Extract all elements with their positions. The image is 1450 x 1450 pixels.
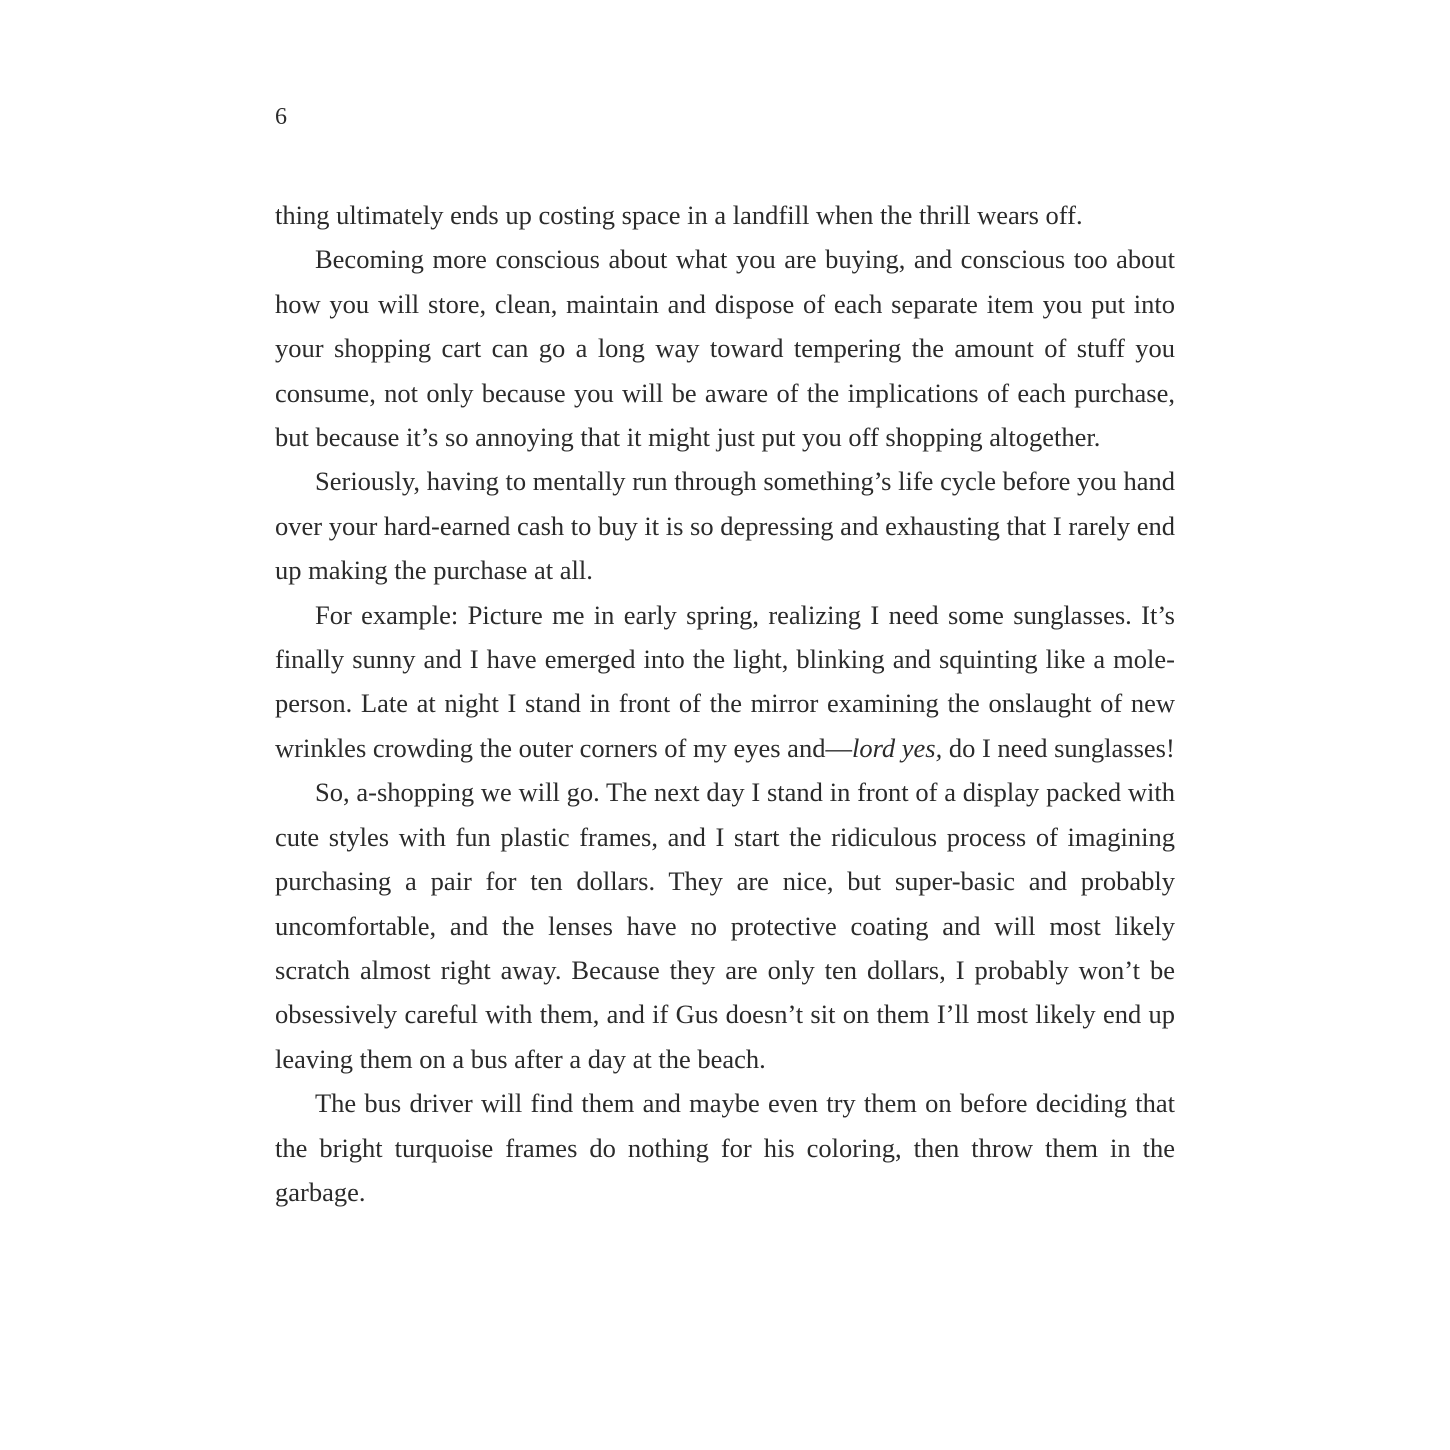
paragraph-4-emphasis: lord yes, bbox=[851, 732, 943, 763]
paragraph-3: Seriously, having to mentally run through something’s life cycle before you hand over your hard-earned cash to buy it is so depressing and exhausting that I rarely end up making the purchase at all. bbox=[275, 466, 1175, 586]
paragraph-6: The bus driver will find them and maybe even try them on before deciding that the bright turquoise frames do nothing for his coloring, then throw them in the garbage. bbox=[275, 1088, 1175, 1207]
paragraph-4-text: For example: Picture me in early spring, realizing I need some sunglasses. It’s finally sunny and I have emerged into the light, blinking and squinting like a mole-person. Late at night I stand in front of the mirror examining the onslaught of new wrinkles crowding the outer corners of my eyes and— bbox=[275, 599, 1175, 763]
paragraph-1: thing ultimately ends up costing space in a landfill when the thrill wears off. bbox=[275, 200, 1083, 230]
paragraph-2: Becoming more conscious about what you are buying, and conscious too about how you will store, clean, maintain and dispose of each separate item you put into your shopping cart can go a long way toward tempering the amount of stuff you consume, not only because you will be aware of the implications of each purchase, but because it’s so annoying that it might just put you off shopping altogether. bbox=[275, 244, 1175, 453]
paragraph-4-tail: do I need sunglasses! bbox=[942, 732, 1175, 763]
paragraph-4 bbox=[275, 593, 1175, 771]
body-text bbox=[275, 193, 1175, 1214]
paragraph-5: So, a-shopping we will go. The next day I stand in front of a display packed with cute styles with fun plastic frames, and I start the ridiculous process of imagining purchasing a pair for ten dollars. They are nice, but super-basic and probably uncomfortable, and the lenses have no protective coating and will most likely scratch almost right away. Because they are only ten dollars, I probably won’t be obsessively careful with them, and if Gus doesn’t sit on them I’ll most likely end up leaving them on a bus after a day at the beach. bbox=[275, 777, 1175, 1074]
page-number: 6 bbox=[275, 104, 287, 130]
